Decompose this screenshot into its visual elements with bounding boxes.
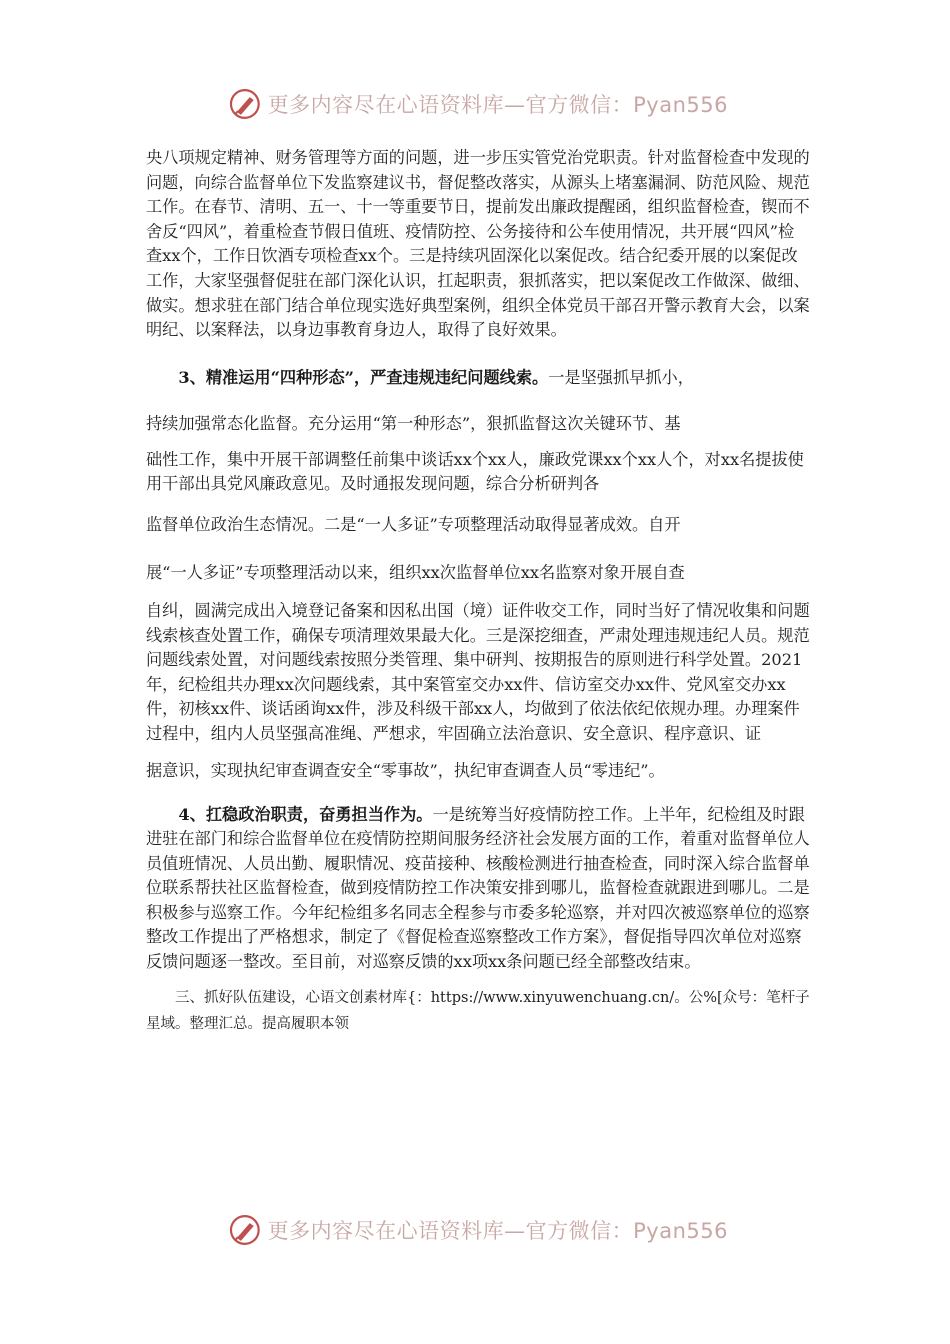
paragraph-line: 展“一人多证”专项整理活动以来，组织xx次监督单位xx名监察对象开展自查	[146, 562, 685, 582]
section-heading: 3、精准运用“四种形态”，严查违规违纪问题线索。	[178, 367, 549, 387]
paragraph-text: 一是统筹当好疫情防控工作。上半年，纪检组及时跟进驻在部门和综合监督单位在疫情防控期间服务经济社会发展方面的工作，着重对监督单位人员值班情况、人员出勤、履职情况、疫苗接种、核酸检测进行抽查检查，同时深入综合监督单位联系帮扶社区监督检查，做到疫情防控工作决策安排到哪儿，监督检查就跟进到哪儿。二是积极参与巡察工作。今年纪检组多名同志全程参与市委多轮巡察，并对四次被巡察单位的巡察整改工作提出了严格想求，制定了《督促检查巡察整改工作方案》，督促指导四次单位对巡察反馈问题逐一整改。至目前，对巡察反馈的xx项xx条问题已经全部整改结束。	[146, 804, 810, 972]
section-political-duty	[146, 803, 810, 975]
pen-nib-circle-icon	[228, 1213, 262, 1247]
paragraph-line: 持续加强常态化监督。充分运用“第一种形态”，狠抓监督这次关键环节、基	[146, 413, 681, 433]
footer-watermark-banner	[228, 1210, 728, 1250]
header-watermark-banner	[228, 84, 728, 124]
section-heading: 4、扛稳政治职责，奋勇担当作为。	[178, 804, 433, 824]
banner-text: 更多内容尽在心语资料库—官方微信：Pyan556	[267, 1219, 728, 1243]
paragraph-line: 监督单位政治生态情况。二是“一人多证”专项整理活动取得显著成效。自开	[146, 514, 681, 534]
pen-nib-circle-icon	[228, 87, 262, 121]
paragraph-supervision: 央八项规定精神、财务管理等方面的问题，进一步压实管党治党职责。针对监督检查中发现的问题，向综合监督单位下发监察建议书，督促整改落实，从源头上堵塞漏洞、防范风险、规范工作。在春节、清明、五一、十一等重要节日，提前发出廉政提醒函，组织监督检查，锲而不舍反“四风”，着重检查节假日值班、疫情防控、公务接待和公车使用情况，共开展“四风”检查xx个，工作日饮酒专项检查xx个。三是持续巩固深化以案促改。结合纪委开展的以案促改工作，大家坚强督促驻在部门深化认识，扛起职责，狠抓落实，把以案促改工作做深、做细、做实。想求驻在部门结合单位现实选好典型案例，组织全体党员干部召开警示教育大会，以案明纪、以案释法，以身边事教育身边人，取得了良好效果。	[146, 148, 810, 340]
section-four-forms-first-line	[146, 360, 810, 396]
banner-text: 更多内容尽在心语资料库—官方微信：Pyan556	[267, 93, 728, 117]
section-four-forms	[146, 360, 810, 789]
paragraph-line: 自纠，圆满完成出入境登记备案和因私出国（境）证件收交工作，同时当好了情况收集和问题线索核查处置工作，确保专项清理效果最大化。三是深挖细查，严肃处理违规违纪人员。规范问题线索处置，对问题线索按照分类管理、集中研判、按期报告的原则进行科学处置。2021年，纪检组共办理xx次问题线索，其中案管室交办xx件、信访室交办xx件、党风室交办xx件，初核xx件、谈话函询xx件，涉及科级干部xx人，均做到了依法依纪依规办理。办理案件过程中，组内人员坚强高准绳、严想求，牢固确立法治意识、安全意识、程序意识、证	[146, 600, 810, 743]
paragraph-line: 础性工作，集中开展干部调整任前集中谈话xx个xx人，廉政党课xx个xx人个，对xx名提拔使用干部出具党风廉政意见。及时通报发现问题，综合分析研判各	[146, 449, 804, 494]
paragraph-line: 据意识，实现执纪审查调查安全“零事故”，执纪审查调查人员“零违纪”。	[146, 760, 665, 780]
document-body	[146, 146, 810, 1037]
section-team-building: 三、抓好队伍建设，心语文创素材库{：https://www.xinyuwenchuang.cn/。公%[众号：笔杆子星域。整理汇总。提高履职本领	[146, 989, 810, 1032]
paragraph-text: 一是坚强抓早抓小，	[548, 367, 694, 387]
